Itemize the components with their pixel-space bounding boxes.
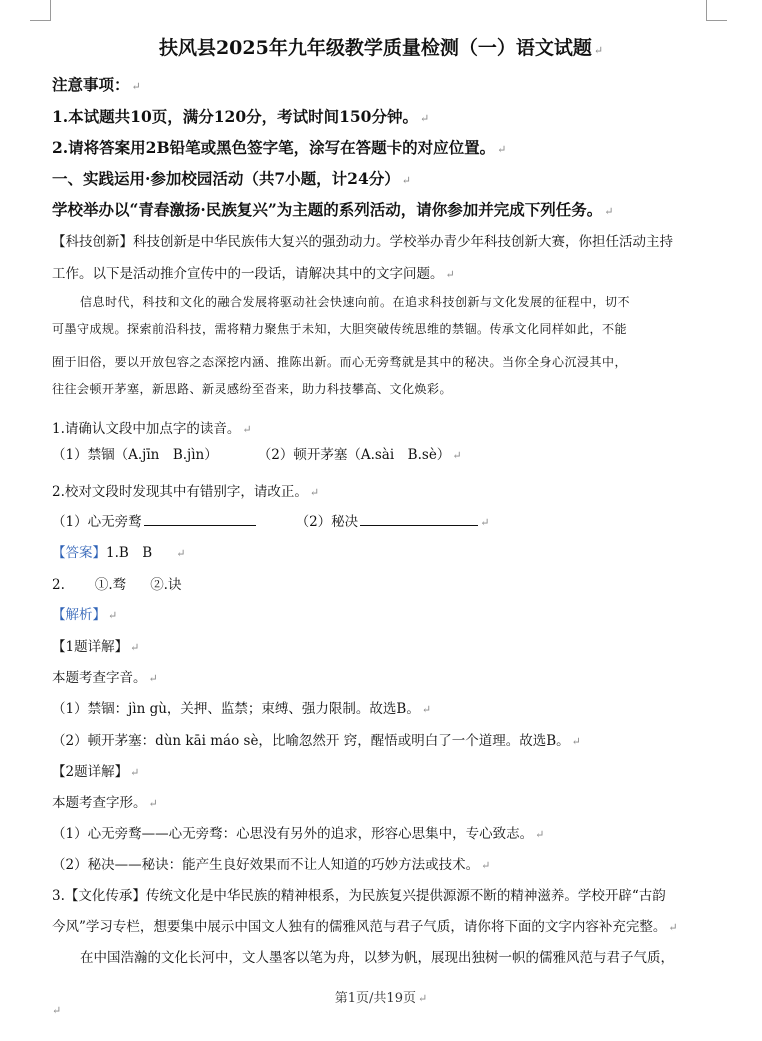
detail-2-item-b: （2）秘决——秘诀：能产生良好效果而不让人知道的巧妙方法或技术。 ↵: [52, 857, 491, 873]
detail-2-text: 本题考查字形。 ↵: [52, 795, 158, 811]
page-corner-mark-left: [30, 0, 51, 21]
page-footer: 第1页/共19页 ↵: [334, 991, 428, 1006]
answer-line-2: 2. ①.骛 ②.诀: [52, 577, 182, 593]
detail-2-heading: 【2题详解】 ↵: [52, 764, 140, 780]
notice-item-2: 2.请将答案用2B铅笔或黑色签字笔，涂写在答题卡的对应位置。 ↵: [52, 138, 507, 157]
question-3-line-1: 3.【文化传承】传统文化是中华民族的精神根系，为民族复兴提供源源不断的精神滋养。学校开辟“古韵: [52, 888, 666, 904]
passage-line-1: 信息时代，科技和文化的融合发展将驱动社会快速向前。在追求科技创新与文化发展的征程中，切不: [80, 295, 631, 309]
paragraph-mark: ↵: [52, 1004, 62, 1017]
answer-line: 【答案】1.B B ↵: [52, 545, 186, 561]
tech-paragraph-line-2: 工作。以下是活动推介宣传中的一段话，请解决其中的文字问题。 ↵: [52, 266, 455, 282]
question-2-stem: 2.校对文段时发现其中有错别字，请改正。 ↵: [52, 484, 320, 500]
notice-heading: 注意事项： ↵: [52, 75, 141, 94]
detail-1-item-b: （2）顿开茅塞：dùn kāi máo sè，比喻忽然开 窍，醒悟或明白了一个道理。故选B。 ↵: [52, 733, 581, 749]
page-title: 扶风县2025年九年级教学质量检测（一）语文试题 ↵: [158, 37, 604, 59]
question-3-line-3: 在中国浩瀚的文化长河中，文人墨客以笔为舟，以梦为帆，展现出独树一帜的儒雅风范与君子气质，: [80, 950, 674, 966]
passage-line-4: 往往会顿开茅塞，新思路、新灵感纷至沓来，助力科技攀高、文化焕彩。: [52, 382, 453, 396]
question-3-line-2: 今风”学习专栏，想要集中展示中国文人独有的儒雅风范与君子气质，请你将下面的文字内容补充完整。 ↵: [52, 919, 678, 935]
detail-1-item-a: （1）禁锢：jìn gù，关押、监禁；束缚、强力限制。故选B。 ↵: [52, 701, 432, 717]
section-heading: 一、实践运用·参加校园活动（共7小题，计24分） ↵: [52, 169, 411, 188]
passage-line-3: 囿于旧俗，要以开放包容之态深挖内涵、推陈出新。而心无旁骛就是其中的秘决。当你全身心沉浸其中，: [52, 355, 628, 369]
question-2-blanks: （1）心无旁鹜 （2）秘决 ↵: [52, 514, 490, 530]
detail-2-item-a: （1）心无旁鹜——心无旁骛：心思没有另外的追求，形容心思集中，专心致志。 ↵: [52, 826, 545, 842]
detail-1-heading: 【1题详解】 ↵: [52, 639, 140, 655]
question-1-stem: 1.请确认文段中加点字的读音。 ↵: [52, 421, 252, 437]
question-1-options: （1）禁锢（A.jīn B.jìn） （2）顿开茅塞（A.sài B.sè） ↵: [52, 447, 462, 463]
answer-blank-1: [144, 513, 256, 526]
passage-line-2: 可墨守成规。探索前沿科技，需将精力聚焦于未知，大胆突破传统思维的禁锢。传承文化同样如此，不能: [52, 322, 628, 336]
detail-1-text: 本题考查字音。 ↵: [52, 670, 158, 686]
answer-blank-2: [360, 513, 478, 526]
section-intro: 学校举办以“青春激扬·民族复兴”为主题的系列活动，请你参加并完成下列任务。 ↵: [52, 200, 614, 219]
tech-paragraph-line-1: 【科技创新】科技创新是中华民族伟大复兴的强劲动力。学校举办青少年科技创新大赛，你担任活动主持: [52, 234, 673, 250]
analysis-label: 【解析】 ↵: [52, 607, 118, 623]
page-corner-mark-right: [706, 0, 727, 21]
notice-item-1: 1.本试题共10页，满分120分，考试时间150分钟。 ↵: [52, 107, 430, 126]
